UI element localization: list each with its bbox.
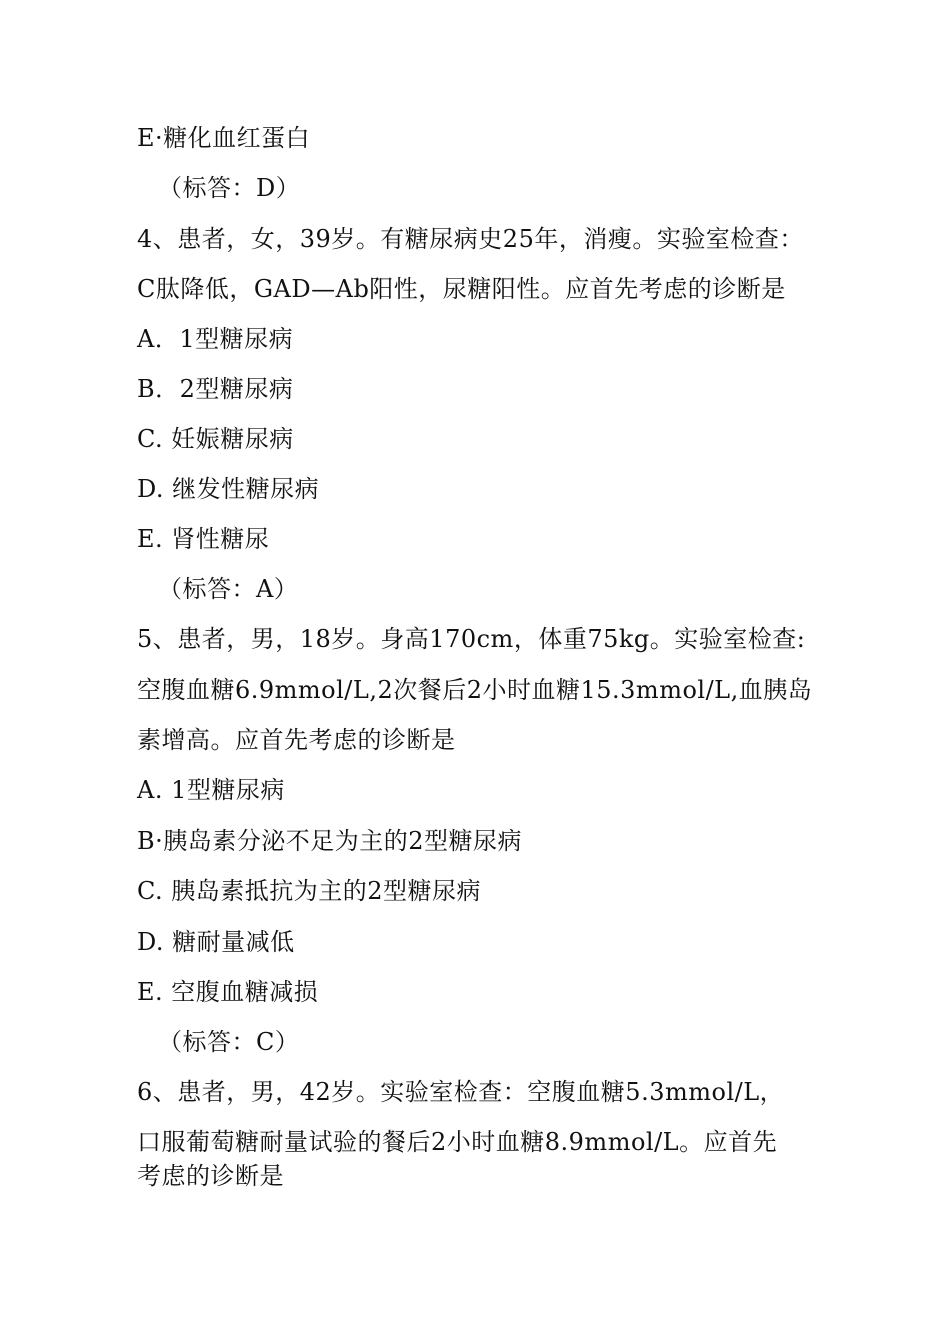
question-4-option-c: C. 妊娠糖尿病 <box>137 425 294 453</box>
question-4-option-b: B．2型糖尿病 <box>137 375 294 403</box>
answer-key-line: （标答：D） <box>158 174 301 202</box>
option-e-line: E·糖化血红蛋白 <box>137 124 311 152</box>
question-4-stem-line-1: 4、患者，女，39岁。有糖尿病史25年，消瘦。实验室检查： <box>137 225 804 253</box>
question-6-stem-line-1: 6、患者，男，42岁。实验室检查：空腹血糖5.3mmol/L， <box>137 1078 785 1106</box>
question-6-stem-line-3: 考虑的诊断是 <box>137 1162 284 1190</box>
question-5-stem-line-2: 空腹血糖6.9mmol/L,2次餐后2小时血糖15.3mmol/L,血胰岛 <box>137 676 813 704</box>
question-6-stem-line-2: 口服葡萄糖耐量试验的餐后2小时血糖8.9mmol/L。应首先 <box>137 1128 778 1156</box>
question-4-answer-key: （标答：A） <box>158 575 299 603</box>
question-4-option-a: A．1型糖尿病 <box>137 325 294 353</box>
question-5-stem-line-3: 素增高。应首先考虑的诊断是 <box>137 726 456 754</box>
question-5-option-b: B·胰岛素分泌不足为主的2型糖尿病 <box>137 827 523 855</box>
question-5-option-c: C. 胰岛素抵抗为主的2型糖尿病 <box>137 877 482 905</box>
question-4-option-d: D. 继发性糖尿病 <box>137 475 320 503</box>
question-5-stem-line-1: 5、患者，男，18岁。身高170cm，体重75kg。实验室检查: <box>137 625 806 653</box>
question-4-option-e: E. 肾性糖尿 <box>137 525 270 553</box>
question-5-option-a: A. 1型糖尿病 <box>137 776 285 804</box>
question-5-answer-key: （标答：C） <box>158 1028 300 1056</box>
question-5-option-e: E. 空腹血糖减损 <box>137 978 319 1006</box>
question-4-stem-line-2: C肽降低，GAD—Ab阳性，尿糖阳性。应首先考虑的诊断是 <box>137 275 786 303</box>
question-5-option-d: D. 糖耐量减低 <box>137 928 295 956</box>
